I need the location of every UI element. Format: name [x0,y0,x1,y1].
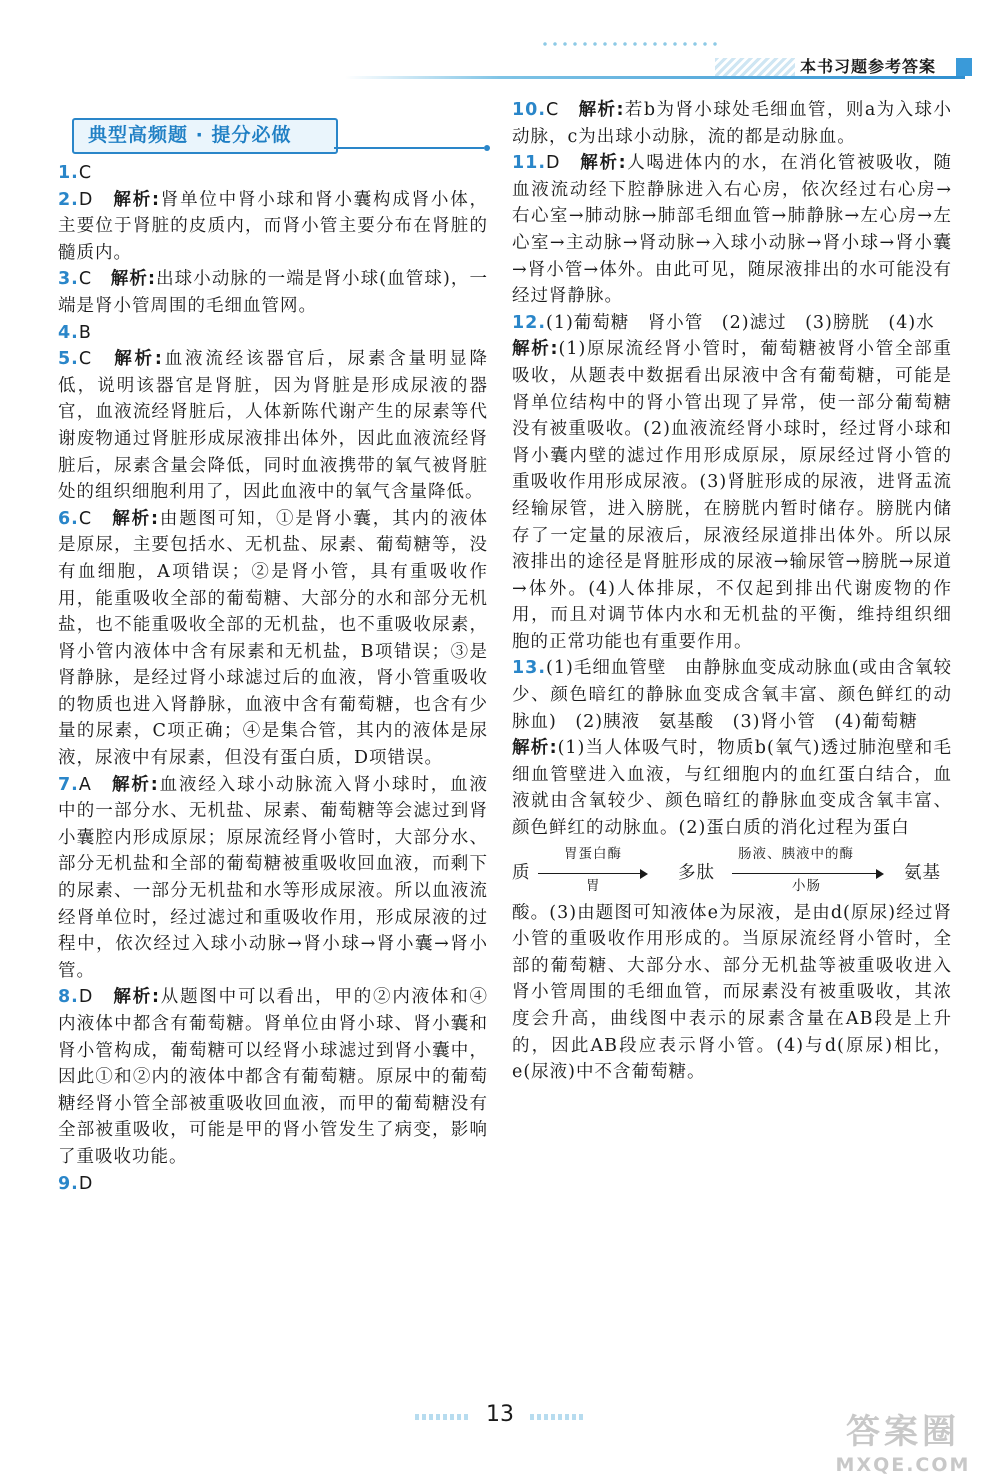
analysis-text: 酸。(3)由题图可知液体e为尿液，是由d(原尿)经过肾小管的重吸收作用形成的。当原尿流经肾小管时，全部的葡萄糖、大部分水、部分无机盐等被重吸收进入肾小管周围的毛细血管，而尿素没有被重吸收，其浓度会升高，曲线图中表示的尿素含量在AB段是上升的，因此AB段应表示肾小管。(4)与d(原尿)相比，e(尿液)中不含葡萄糖。 [512,902,952,1083]
answer-text: (1)毛细血管壁 由静脉血变成动脉血(或由含氧较少、颜色暗红的静脉血变成含氧丰富、颜色鲜红的动脉血) (2)胰液 氨基酸 (3)肾小管 (4)葡萄糖 [512,658,952,732]
header-color-block [956,58,972,76]
answer-choice: D [78,1173,94,1194]
question-number: 4. [58,322,79,343]
question-number: 8. [58,987,79,1008]
page-number-decoration-right [530,1414,585,1420]
question-number: 12. [512,312,547,333]
flow-start: 质 [512,862,531,883]
answer-item-7 [58,772,488,985]
watermark-url: MXQE.COM [835,1454,971,1476]
question-number: 13. [512,658,547,679]
answer-item-2 [58,187,488,267]
answer-choice: D [78,987,94,1008]
answer-choice: A [78,774,92,795]
analysis-label: 解析: [114,349,163,370]
question-number: 1. [58,163,79,183]
question-number: 6. [58,508,79,529]
analysis-label: 解析: [512,339,559,360]
header-rule [345,76,965,79]
answer-item-8 [58,984,488,1170]
flow-arrow-2 [732,873,882,875]
running-header-title: 本书习题参考答案 [800,57,937,76]
answer-choice: C [78,349,93,370]
answer-item-1 [58,160,488,187]
answer-item-12 [512,310,952,337]
section-rule [334,147,484,149]
answer-choice: C [78,508,93,529]
analysis-text: 血液流经该器官后，尿素含量明显降低，说明该器官是肾脏，因为肾脏是形成尿液的器官，血液流经肾脏后，人体新陈代谢产生的尿素等代谢废物通过肾脏形成尿液排出体外，因此血液流经肾脏后，尿素含量会降低，同时血液携带的氧气被肾脏处的组织细胞利用了，因此血液中的氧气含量降低。 [58,349,489,503]
question-number: 11. [512,153,547,174]
analysis-text: (1)原尿流经肾小管时，葡萄糖被肾小管全部重吸收，从题表中数据看出尿液中含有葡萄糖，可能是肾单位结构中的肾小管出现了异常，使一部分葡萄糖没有被重吸收。(2)血液流经肾小球时，经过肾小球和肾小囊内壁的滤过作用形成原尿，原尿经过肾小管的重吸收作用形成尿液。(3)肾脏形成的尿液，进肾盂流经输尿管，进入膀胱，在膀胱内暂时储存。膀胱内储存了一定量的尿液后，尿液经尿道排出体外。所以尿液排出的途径是肾脏形成的尿液→输尿管→膀胱→尿道→体外。(4)人体排尿，不仅起到排出代谢废物的作用，而且对调节体内水和无机盐的平衡，维持组织细胞的正常功能也有重要作用。 [512,339,952,652]
flow-site-2: 小肠 [792,877,821,894]
question-number: 7. [58,774,79,795]
answer-choice: D [78,189,94,210]
page-number: 13 [486,1402,514,1427]
section-rule-dot [484,145,490,151]
page-number-decoration-left [415,1414,470,1420]
answer-item-3 [58,266,488,319]
flow-site-1: 胃 [586,877,601,894]
answer-choice: C [546,100,560,120]
analysis-text: 人喝进体内的水，在消化管被吸收，随血液流动经下腔静脉进入右心房，依次经过右心房→右心室→肺动脉→肺部毛细血管→肺静脉→左心房→左心室→主动脉→肾动脉→入球小动脉→肾小球→肾小囊→肾小管→体外。由此可见，随尿液排出的水可能没有经过肾静脉。 [512,153,953,307]
watermark [818,1412,988,1478]
question-number: 5. [58,349,79,370]
answer-choice: B [78,322,92,343]
question-number: 2. [58,189,79,210]
answer-item-6 [58,506,488,772]
answer-item-4 [58,320,488,347]
question-number: 10. [512,100,547,120]
answer-item-13 [512,655,952,735]
answer-item-10 [512,97,952,150]
analysis-12 [512,336,952,655]
analysis-13-part-a [512,735,952,841]
flow-enzyme-2: 肠液、胰液中的酶 [738,845,854,862]
header-hatch-decoration [715,58,795,76]
analysis-text: 出球小动脉的一端是肾小球(血管球)，一端是肾小管周围的毛细血管网。 [58,269,489,316]
analysis-13-part-b [512,900,952,1086]
analysis-text: (1)当人体吸气时，物质b(氧气)透过肺泡壁和毛细血管壁进入血液，与红细胞内的血红蛋白结合，血液就由含氧较少、颜色暗红的静脉血变成含氧丰富、颜色鲜红的动脉血。(2)蛋白质的消化过程为蛋白 [512,738,952,839]
flow-arrow-1 [538,873,646,875]
flow-end: 氨基 [904,862,941,883]
analysis-label: 解析: [578,100,625,120]
analysis-label: 解析: [112,508,159,529]
analysis-label: 解析: [112,774,159,795]
answer-item-11 [512,150,952,310]
left-column [58,160,488,1197]
analysis-label: 解析: [113,987,160,1008]
analysis-text: 从题图中可以看出，甲的②内液体和④内液体中都含有葡萄糖。肾单位由肾小球、肾小囊和肾小管构成，葡萄糖可以经肾小球滤过到肾小囊中，因此①和②内的液体中都含有葡萄糖。原尿中的葡萄糖经肾小管全部被重吸收回血液，而甲的葡萄糖没有全部被重吸收，可能是甲的肾小管发生了病变，影响了重吸收功能。 [58,987,489,1167]
analysis-label: 解析: [512,738,558,759]
analysis-text: 若b为肾小球处毛细血管，则a为入球小动脉，c为出球小动脉，流的都是动脉血。 [512,100,952,147]
answer-item-9 [58,1171,488,1198]
flow-mid: 多肽 [678,862,715,883]
analysis-text: 由题图可知，①是肾小囊，其内的液体是原尿，主要包括水、无机盐、尿素、葡萄糖等，没有血细胞，A项错误；②是肾小管，具有重吸收作用，能重吸收全部的葡萄糖、大部分的水和部分无机盐，也不能重吸收全部的无机盐，也不重吸收尿素，肾小管内液体中含有尿素和无机盐，B项错误；③是肾静脉，是经过肾小球滤过后的血液，肾小管重吸收的物质也进入肾静脉，血液中含有葡萄糖，也含有少量的尿素，C项正确；④是集合管，其内的液体是尿液，尿液中有尿素，但没有蛋白质，D项错误。 [58,508,489,769]
answer-text: (1)葡萄糖 肾小管 (2)滤过 (3)膀胱 (4)水 [546,312,935,333]
right-column [512,97,952,1086]
analysis-label: 解析: [110,269,156,290]
answer-choice: C [78,163,93,183]
header-dots-decoration [540,40,720,48]
flow-enzyme-1: 胃蛋白酶 [564,845,622,862]
answer-item-5 [58,346,488,506]
answer-choice: C [78,269,93,290]
answer-choice: D [546,153,561,174]
section-banner [72,118,338,154]
question-number: 9. [58,1173,79,1194]
analysis-text: 肾单位中肾小球和肾小囊构成肾小体，主要位于肾脏的皮质内，而肾小管主要分布在肾脏的髓质内。 [58,189,489,263]
protein-digestion-flow [512,846,952,900]
watermark-logo: 答案圈 [846,1412,960,1452]
section-title: 典型高频题 · 提分必做 [88,124,292,146]
analysis-label: 解析: [580,153,627,174]
analysis-label: 解析: [113,189,160,210]
question-number: 3. [58,269,79,290]
analysis-text: 血液经入球小动脉流入肾小球时，血液中的一部分水、无机盐、尿素、葡萄糖等会滤过到肾小囊腔内形成原尿；原尿流经肾小管时，大部分水、部分无机盐和全部的葡萄糖被重吸收回血液，而剩下的尿素、一部分无机盐和水等形成尿液。所以血液流经肾单位时，经过滤过和重吸收作用，形成尿液的过程中，依次经过入球小动脉→肾小球→肾小囊→肾小管。 [58,774,489,981]
